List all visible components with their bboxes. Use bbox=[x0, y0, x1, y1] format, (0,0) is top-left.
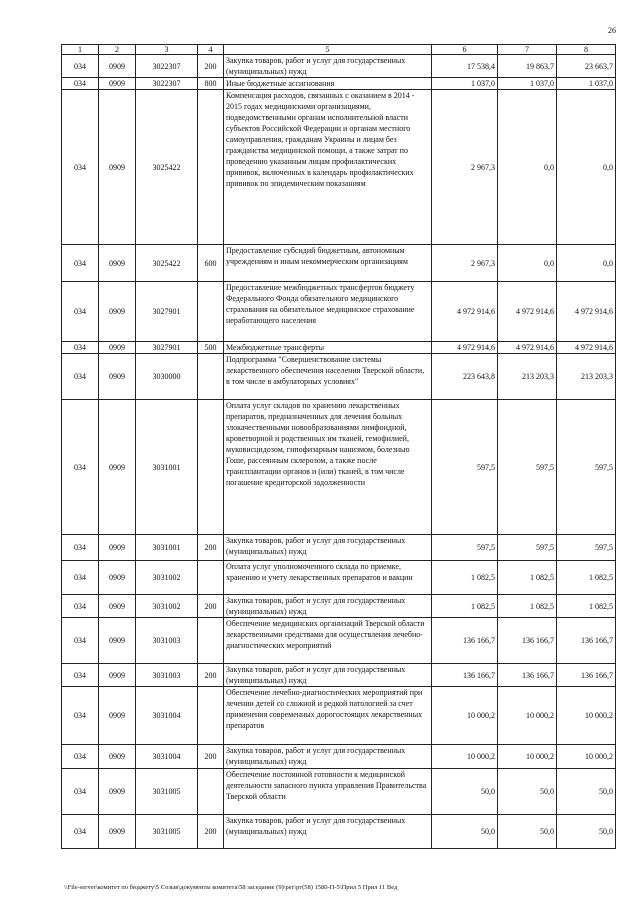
amount-col7-cell: 10 000,2 bbox=[498, 745, 557, 769]
admin-code-cell: 034 bbox=[62, 282, 99, 342]
amount-col6-cell: 50,0 bbox=[432, 769, 498, 815]
target-code-cell: 3022307 bbox=[136, 78, 198, 90]
expense-type-cell: 500 bbox=[198, 342, 224, 354]
expense-type-cell bbox=[198, 618, 224, 664]
amount-col7-cell: 10 000,2 bbox=[498, 687, 557, 745]
expense-type-cell: 200 bbox=[198, 664, 224, 687]
description-cell: Закупка товаров, работ и услуг для государственных (муниципальных) нужд bbox=[224, 55, 432, 78]
description-cell: Закупка товаров, работ и услуг для государственных (муниципальных) нужд bbox=[224, 745, 432, 769]
admin-code-cell: 034 bbox=[62, 687, 99, 745]
section-code-cell: 0909 bbox=[99, 535, 136, 561]
description-cell: Обеспечение постоянной готовности к медицинской деятельности запасного пункта управления Правительства Тверской области bbox=[224, 769, 432, 815]
description-cell: Обеспечение медицинских организаций Тверской области лекарственными средствами для осуществления лечебно-диагностических мероприятий bbox=[224, 618, 432, 664]
amount-col6-cell: 4 972 914,6 bbox=[432, 342, 498, 354]
amount-col6-cell: 597,5 bbox=[432, 535, 498, 561]
admin-code-cell: 034 bbox=[62, 400, 99, 535]
description-cell: Закупка товаров, работ и услуг для государственных (муниципальных) нужд bbox=[224, 815, 432, 849]
table-row bbox=[62, 595, 616, 618]
table-row bbox=[62, 618, 616, 664]
admin-code-cell: 034 bbox=[62, 535, 99, 561]
section-code-cell: 0909 bbox=[99, 561, 136, 595]
expense-type-cell bbox=[198, 400, 224, 535]
target-code-cell: 3031003 bbox=[136, 618, 198, 664]
target-code-cell: 3027901 bbox=[136, 342, 198, 354]
amount-col6-cell: 17 538,4 bbox=[432, 55, 498, 78]
admin-code-cell: 034 bbox=[62, 245, 99, 282]
amount-col8-cell: 1 037,0 bbox=[557, 78, 616, 90]
column-header-5: 5 bbox=[224, 45, 432, 55]
admin-code-cell: 034 bbox=[62, 78, 99, 90]
description-cell: Межбюджетные трансферты bbox=[224, 342, 432, 354]
table-row bbox=[62, 400, 616, 535]
expense-type-cell bbox=[198, 282, 224, 342]
section-code-cell: 0909 bbox=[99, 245, 136, 282]
description-cell: Предоставление субсидий бюджетным, автономным учреждениям и иным некоммерческим организациям bbox=[224, 245, 432, 282]
amount-col7-cell: 597,5 bbox=[498, 535, 557, 561]
table-header-row bbox=[62, 45, 616, 55]
amount-col6-cell: 223 643,8 bbox=[432, 354, 498, 400]
amount-col7-cell: 0,0 bbox=[498, 90, 557, 245]
admin-code-cell: 034 bbox=[62, 769, 99, 815]
table-row bbox=[62, 90, 616, 245]
amount-col8-cell: 0,0 bbox=[557, 245, 616, 282]
expense-type-cell bbox=[198, 90, 224, 245]
amount-col8-cell: 597,5 bbox=[557, 535, 616, 561]
section-code-cell: 0909 bbox=[99, 90, 136, 245]
amount-col7-cell: 4 972 914,6 bbox=[498, 342, 557, 354]
amount-col6-cell: 136 166,7 bbox=[432, 664, 498, 687]
section-code-cell: 0909 bbox=[99, 687, 136, 745]
amount-col8-cell: 136 166,7 bbox=[557, 664, 616, 687]
amount-col8-cell: 50,0 bbox=[557, 815, 616, 849]
description-cell: Иные бюджетные ассигнования bbox=[224, 78, 432, 90]
column-header-6: 6 bbox=[432, 45, 498, 55]
section-code-cell: 0909 bbox=[99, 55, 136, 78]
target-code-cell: 3027901 bbox=[136, 282, 198, 342]
target-code-cell: 3031001 bbox=[136, 400, 198, 535]
section-code-cell: 0909 bbox=[99, 618, 136, 664]
target-code-cell: 3031002 bbox=[136, 595, 198, 618]
amount-col6-cell: 4 972 914,6 bbox=[432, 282, 498, 342]
amount-col7-cell: 1 037,0 bbox=[498, 78, 557, 90]
amount-col8-cell: 1 082,5 bbox=[557, 561, 616, 595]
expense-type-cell: 800 bbox=[198, 78, 224, 90]
amount-col7-cell: 136 166,7 bbox=[498, 664, 557, 687]
table-row bbox=[62, 282, 616, 342]
expense-type-cell bbox=[198, 769, 224, 815]
amount-col6-cell: 10 000,2 bbox=[432, 745, 498, 769]
column-header-7: 7 bbox=[498, 45, 557, 55]
target-code-cell: 3022307 bbox=[136, 55, 198, 78]
amount-col7-cell: 1 082,5 bbox=[498, 561, 557, 595]
table-row bbox=[62, 354, 616, 400]
column-header-2: 2 bbox=[99, 45, 136, 55]
expense-type-cell bbox=[198, 687, 224, 745]
amount-col6-cell: 597,5 bbox=[432, 400, 498, 535]
column-header-3: 3 bbox=[136, 45, 198, 55]
amount-col6-cell: 136 166,7 bbox=[432, 618, 498, 664]
description-cell: Оплата услуг складов по хранению лекарственных препаратов, предназначенных для лечения больных злокачественными новообразованиями лимфоидной, кроветворной и родственных им тканей, гемофилией, муковисцидозом, гипофизарным нанизмом, болезнью Гоше, рассеянным склерозом, а также после трансплантации органов и (или) тканей, в том числе погашение кредиторской задолженности bbox=[224, 400, 432, 535]
admin-code-cell: 034 bbox=[62, 342, 99, 354]
amount-col6-cell: 2 967,3 bbox=[432, 90, 498, 245]
column-header-1: 1 bbox=[62, 45, 99, 55]
target-code-cell: 3031004 bbox=[136, 687, 198, 745]
target-code-cell: 3031004 bbox=[136, 745, 198, 769]
expense-type-cell bbox=[198, 354, 224, 400]
target-code-cell: 3031005 bbox=[136, 769, 198, 815]
expense-type-cell: 200 bbox=[198, 535, 224, 561]
admin-code-cell: 034 bbox=[62, 618, 99, 664]
amount-col7-cell: 136 166,7 bbox=[498, 618, 557, 664]
table-row bbox=[62, 561, 616, 595]
expense-type-cell: 600 bbox=[198, 245, 224, 282]
expense-type-cell: 200 bbox=[198, 745, 224, 769]
description-cell: Подпрограмма "Совершенствование системы лекарственного обеспечения населения Тверской области, в том числе в амбулаторных условиях" bbox=[224, 354, 432, 400]
amount-col8-cell: 597,5 bbox=[557, 400, 616, 535]
amount-col8-cell: 23 663,7 bbox=[557, 55, 616, 78]
amount-col8-cell: 1 082,5 bbox=[557, 595, 616, 618]
amount-col8-cell: 213 203,3 bbox=[557, 354, 616, 400]
file-path-footer: \\File-server\комитет по бюджету\5 Созыв\документы комитета\58 заседание (9)\рег\рг(58) 1580-П-5\Прил 5 Прил 11 Вед bbox=[64, 884, 398, 891]
budget-table bbox=[61, 44, 616, 849]
column-header-8: 8 bbox=[557, 45, 616, 55]
amount-col6-cell: 50,0 bbox=[432, 815, 498, 849]
description-cell: Закупка товаров, работ и услуг для государственных (муниципальных) нужд bbox=[224, 664, 432, 687]
target-code-cell: 3031003 bbox=[136, 664, 198, 687]
table-row bbox=[62, 664, 616, 687]
admin-code-cell: 034 bbox=[62, 55, 99, 78]
expense-type-cell: 200 bbox=[198, 595, 224, 618]
table-row bbox=[62, 769, 616, 815]
amount-col6-cell: 1 082,5 bbox=[432, 561, 498, 595]
amount-col8-cell: 10 000,2 bbox=[557, 687, 616, 745]
description-cell: Компенсация расходов, связанных с оказанием в 2014 - 2015 годах медицинскими организациями, подведомственными органам исполнительной власти субъектов Российской Федерации и органам местного самоуправления, гражданам Украины и лицам без гражданства медицинской помощи, а также затрат по проведению указанным лицам профилактических прививок, включенных в календарь профилактических прививок по эпидемическим показаниям bbox=[224, 90, 432, 245]
amount-col6-cell: 1 082,5 bbox=[432, 595, 498, 618]
section-code-cell: 0909 bbox=[99, 595, 136, 618]
amount-col6-cell: 1 037,0 bbox=[432, 78, 498, 90]
table-row bbox=[62, 745, 616, 769]
section-code-cell: 0909 bbox=[99, 745, 136, 769]
amount-col8-cell: 0,0 bbox=[557, 90, 616, 245]
table-row bbox=[62, 78, 616, 90]
target-code-cell: 3031005 bbox=[136, 815, 198, 849]
amount-col6-cell: 10 000,2 bbox=[432, 687, 498, 745]
amount-col7-cell: 50,0 bbox=[498, 815, 557, 849]
page-number: 26 bbox=[608, 26, 616, 35]
description-cell: Предоставление межбюджетных трансфертов бюджету Федерального Фонда обязательного медицинского страхования на обязательное медицинское страхование неработающего населения bbox=[224, 282, 432, 342]
amount-col7-cell: 1 082,5 bbox=[498, 595, 557, 618]
expense-type-cell: 200 bbox=[198, 815, 224, 849]
expense-type-cell: 200 bbox=[198, 55, 224, 78]
section-code-cell: 0909 bbox=[99, 78, 136, 90]
section-code-cell: 0909 bbox=[99, 342, 136, 354]
admin-code-cell: 034 bbox=[62, 90, 99, 245]
description-cell: Закупка товаров, работ и услуг для государственных (муниципальных) нужд bbox=[224, 595, 432, 618]
amount-col7-cell: 597,5 bbox=[498, 400, 557, 535]
amount-col8-cell: 136 166,7 bbox=[557, 618, 616, 664]
admin-code-cell: 034 bbox=[62, 815, 99, 849]
table-row bbox=[62, 815, 616, 849]
amount-col7-cell: 19 863,7 bbox=[498, 55, 557, 78]
amount-col6-cell: 2 967,3 bbox=[432, 245, 498, 282]
admin-code-cell: 034 bbox=[62, 595, 99, 618]
amount-col8-cell: 10 000,2 bbox=[557, 745, 616, 769]
admin-code-cell: 034 bbox=[62, 561, 99, 595]
admin-code-cell: 034 bbox=[62, 664, 99, 687]
amount-col7-cell: 213 203,3 bbox=[498, 354, 557, 400]
admin-code-cell: 034 bbox=[62, 354, 99, 400]
table-row bbox=[62, 535, 616, 561]
amount-col8-cell: 50,0 bbox=[557, 769, 616, 815]
section-code-cell: 0909 bbox=[99, 664, 136, 687]
column-header-4: 4 bbox=[198, 45, 224, 55]
section-code-cell: 0909 bbox=[99, 354, 136, 400]
section-code-cell: 0909 bbox=[99, 400, 136, 535]
amount-col7-cell: 4 972 914,6 bbox=[498, 282, 557, 342]
description-cell: Обеспечение лечебно-диагностических мероприятий при лечении детей со сложной и редкой патологией за счет применения современных дорогостоящих лекарственных препаратов bbox=[224, 687, 432, 745]
table-row bbox=[62, 55, 616, 78]
table-row bbox=[62, 687, 616, 745]
amount-col8-cell: 4 972 914,6 bbox=[557, 342, 616, 354]
admin-code-cell: 034 bbox=[62, 745, 99, 769]
target-code-cell: 3031002 bbox=[136, 561, 198, 595]
target-code-cell: 3025422 bbox=[136, 245, 198, 282]
table-row bbox=[62, 342, 616, 354]
amount-col7-cell: 0,0 bbox=[498, 245, 557, 282]
amount-col7-cell: 50,0 bbox=[498, 769, 557, 815]
amount-col8-cell: 4 972 914,6 bbox=[557, 282, 616, 342]
description-cell: Оплата услуг уполномоченного склада по приемке, хранению и учету лекарственных препаратов и вакцин bbox=[224, 561, 432, 595]
section-code-cell: 0909 bbox=[99, 282, 136, 342]
target-code-cell: 3031001 bbox=[136, 535, 198, 561]
section-code-cell: 0909 bbox=[99, 815, 136, 849]
description-cell: Закупка товаров, работ и услуг для государственных (муниципальных) нужд bbox=[224, 535, 432, 561]
target-code-cell: 3030000 bbox=[136, 354, 198, 400]
expense-type-cell bbox=[198, 561, 224, 595]
table-row bbox=[62, 245, 616, 282]
target-code-cell: 3025422 bbox=[136, 90, 198, 245]
section-code-cell: 0909 bbox=[99, 769, 136, 815]
